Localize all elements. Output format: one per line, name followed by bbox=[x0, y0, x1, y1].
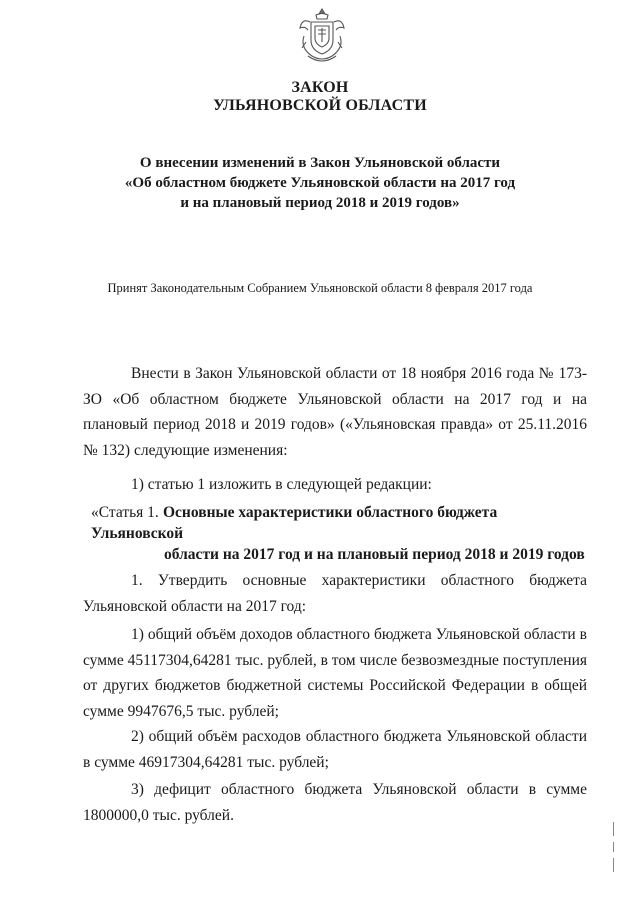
article-title-line-1: Основные характеристики областного бюджета Ульяновской bbox=[91, 504, 498, 542]
law-heading: ЗАКОН bbox=[291, 79, 349, 96]
article-heading bbox=[91, 502, 591, 565]
title-line-1: О внесении изменений в Закон Ульяновской области bbox=[139, 155, 501, 171]
title-line-3: и на плановый период 2018 и 2019 годов» bbox=[180, 195, 460, 211]
region-heading: УЛЬЯНОВСКОЙ ОБЛАСТИ bbox=[213, 97, 427, 114]
subpoint-3-paragraph: 3) дефицит областного бюджета Ульяновской области в сумме 1800000,0 тыс. рублей. bbox=[83, 781, 587, 824]
subpoint-2-paragraph: 2) общий объём расходов областного бюджета Ульяновской области в сумме 46917304,64281 тыс. рублей; bbox=[83, 728, 587, 771]
article-title-line-2: области на 2017 год и на плановый период 2018 и 2019 годов bbox=[164, 546, 585, 563]
title-line-2: «Об областном бюджете Ульяновской области на 2017 год bbox=[124, 175, 516, 191]
scan-edge-marks bbox=[612, 820, 616, 880]
point-1-paragraph: 1. Утвердить основные характеристики областного бюджета Ульяновской области на 2017 год: bbox=[83, 572, 587, 615]
subpoint-1-paragraph: 1) общий объём доходов областного бюджета Ульяновской области в сумме 45117304,64281 тыс. рублей, в том числе безвозмездные поступления от других бюджетов бюджетной системы Российской Федерации в общей сумме 9947676,5 тыс. рублей; bbox=[83, 626, 588, 720]
adoption-note: Принят Законодательным Собранием Ульяновской области 8 февраля 2017 года bbox=[107, 281, 533, 295]
item-1-paragraph: 1) статью 1 изложить в следующей редакции: bbox=[131, 476, 432, 493]
article-prefix: «Статья 1. bbox=[91, 504, 159, 521]
intro-paragraph: Внести в Закон Ульяновской области от 18 ноября 2016 года № 173-ЗО «Об областном бюджете Ульяновской области на 2017 год и на плановый период 2018 и 2019 годов» («Ульяновская правда» от 25.11.2016 № 132) следующие изменения: bbox=[83, 365, 587, 459]
coat-of-arms-emblem bbox=[296, 6, 348, 66]
